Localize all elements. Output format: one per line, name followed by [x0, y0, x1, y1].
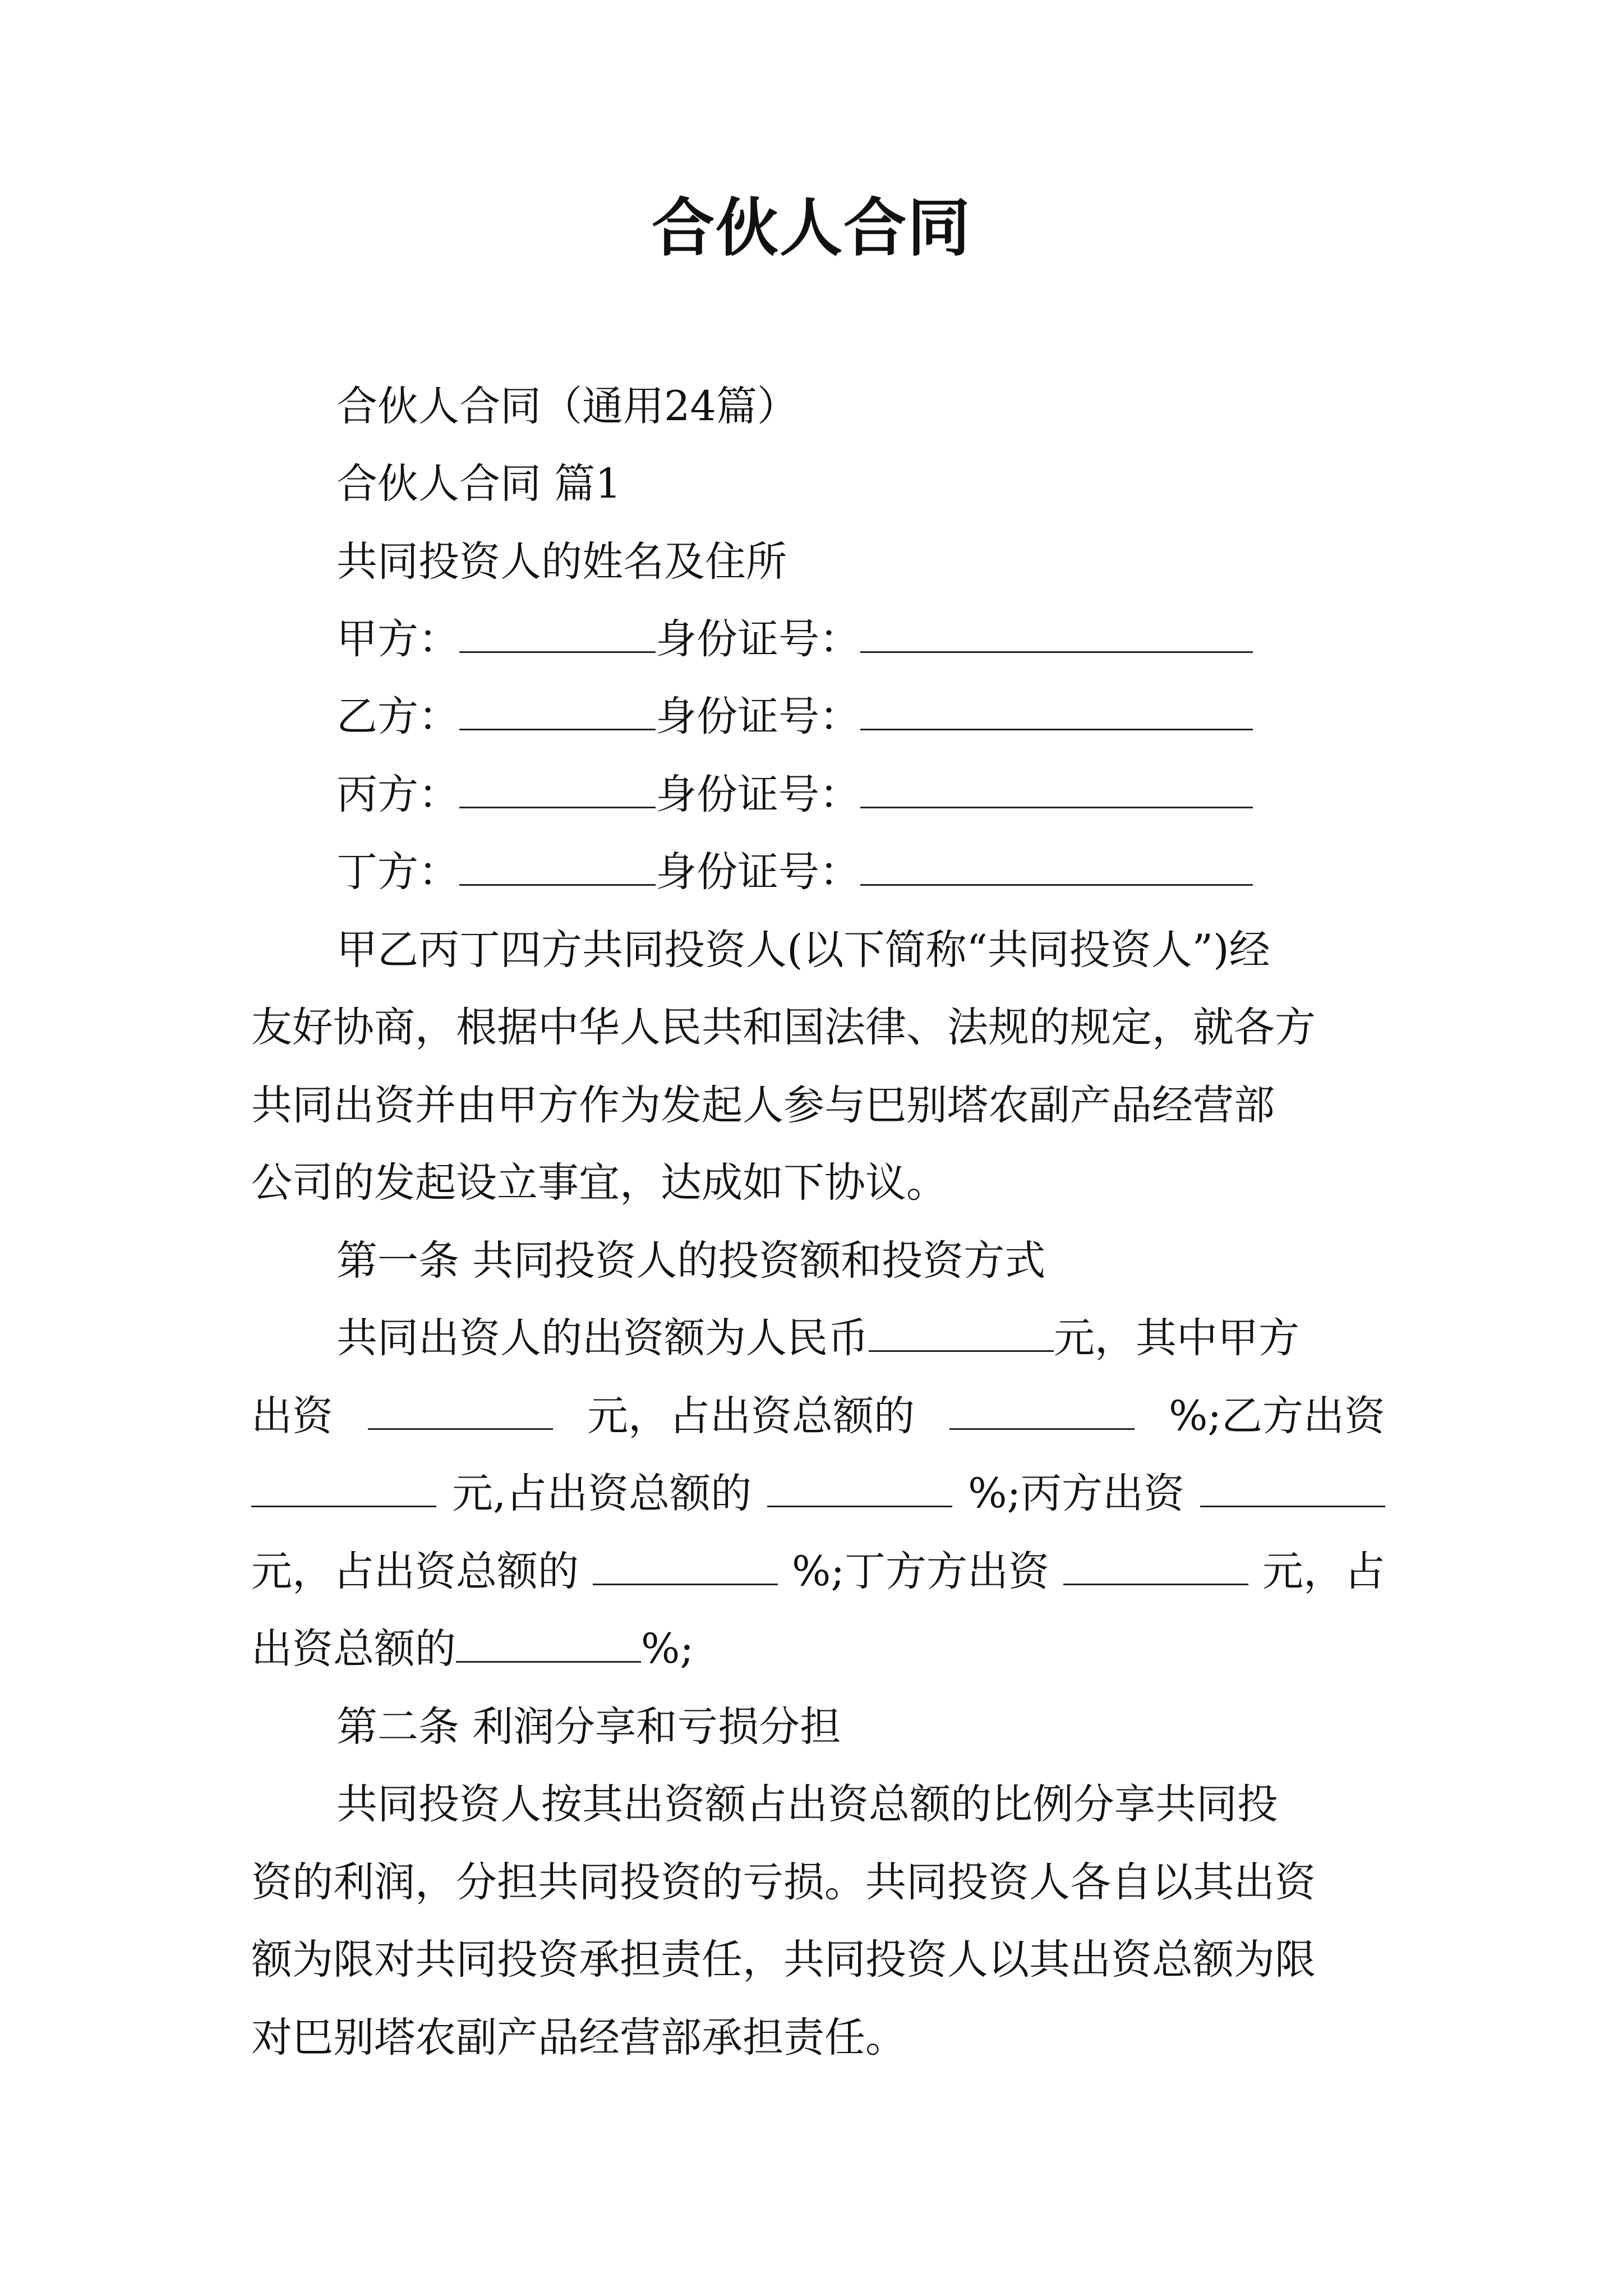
text-span: 出资总额的 — [251, 1625, 456, 1673]
percent-blank — [593, 1551, 778, 1585]
text-span: 出资 — [251, 1392, 333, 1440]
party-label: 乙方： — [336, 693, 459, 740]
article-1-line — [251, 1548, 1385, 1595]
section-heading: 共同投资人的姓名及住所 — [336, 538, 787, 586]
id-label: 身份证号： — [656, 615, 860, 663]
party-row-a — [336, 615, 1253, 663]
text-span: %;乙方出资 — [1169, 1392, 1385, 1440]
amount-blank — [1200, 1473, 1385, 1507]
article-1-line — [336, 1314, 1299, 1362]
amount-blank — [1063, 1551, 1248, 1585]
text-span: 元，占 — [1262, 1548, 1385, 1595]
id-blank — [860, 774, 1253, 808]
party-row-b — [336, 693, 1253, 740]
text-span: 共同出资人的出资额为人民币 — [336, 1314, 869, 1362]
amount-blank — [368, 1396, 553, 1430]
percent-blank — [949, 1396, 1135, 1430]
party-label: 甲方： — [336, 615, 459, 663]
name-blank — [459, 696, 656, 730]
id-blank — [860, 852, 1253, 886]
article-2-line: 资的利润，分担共同投资的亏损。共同投资人各自以其出资 — [251, 1858, 1316, 1906]
chapter-heading: 合伙人合同 篇1 — [336, 460, 621, 508]
party-label: 丁方： — [336, 848, 459, 896]
document-subtitle: 合伙人合同（通用24篇） — [336, 383, 798, 430]
article-1-heading: 第一条 共同投资人的投资额和投资方式 — [336, 1237, 1046, 1285]
id-blank — [860, 696, 1253, 730]
article-2-line: 对巴别塔农副产品经营部承担责任。 — [251, 2014, 906, 2062]
text-span: 元，其中甲方 — [1054, 1314, 1299, 1362]
text-span: %;丁方方出资 — [792, 1548, 1049, 1595]
id-label: 身份证号： — [656, 693, 860, 740]
percent-blank — [767, 1473, 952, 1507]
intro-line: 共同出资并由甲方作为发起人参与巴别塔农副产品经营部 — [251, 1082, 1275, 1129]
article-2-line: 共同投资人按其出资额占出资总额的比例分享共同投 — [336, 1780, 1278, 1828]
article-2-heading: 第二条 利润分享和亏损分担 — [336, 1703, 841, 1751]
article-1-line — [251, 1470, 1385, 1517]
text-span: %;丙方出资 — [968, 1470, 1185, 1517]
article-1-line — [251, 1392, 1385, 1440]
intro-line: 公司的发起设立事宜，达成如下协议。 — [251, 1159, 947, 1207]
document-title: 合伙人合同 — [652, 191, 971, 265]
id-blank — [860, 619, 1253, 653]
intro-line: 友好协商，根据中华人民共和国法律、法规的规定，就各方 — [251, 1004, 1316, 1051]
article-2-line: 额为限对共同投资承担责任，共同投资人以其出资总额为限 — [251, 1936, 1316, 1984]
party-label: 丙方： — [336, 771, 459, 818]
name-blank — [459, 774, 656, 808]
id-label: 身份证号： — [656, 848, 860, 896]
id-label: 身份证号： — [656, 771, 860, 818]
text-span: 元，占出资总额的 — [587, 1392, 915, 1440]
party-row-d — [336, 848, 1253, 896]
text-span: 元，占出资总额的 — [251, 1548, 579, 1595]
text-span: 元,占出资总额的 — [451, 1470, 752, 1517]
amount-blank — [869, 1318, 1054, 1352]
amount-blank — [251, 1473, 436, 1507]
text-span: %; — [641, 1625, 694, 1673]
name-blank — [459, 852, 656, 886]
party-row-c — [336, 771, 1253, 818]
percent-blank — [456, 1628, 641, 1663]
intro-line: 甲乙丙丁四方共同投资人(以下简称“共同投资人”)经 — [336, 926, 1270, 974]
name-blank — [459, 619, 656, 653]
article-1-line — [251, 1625, 694, 1673]
